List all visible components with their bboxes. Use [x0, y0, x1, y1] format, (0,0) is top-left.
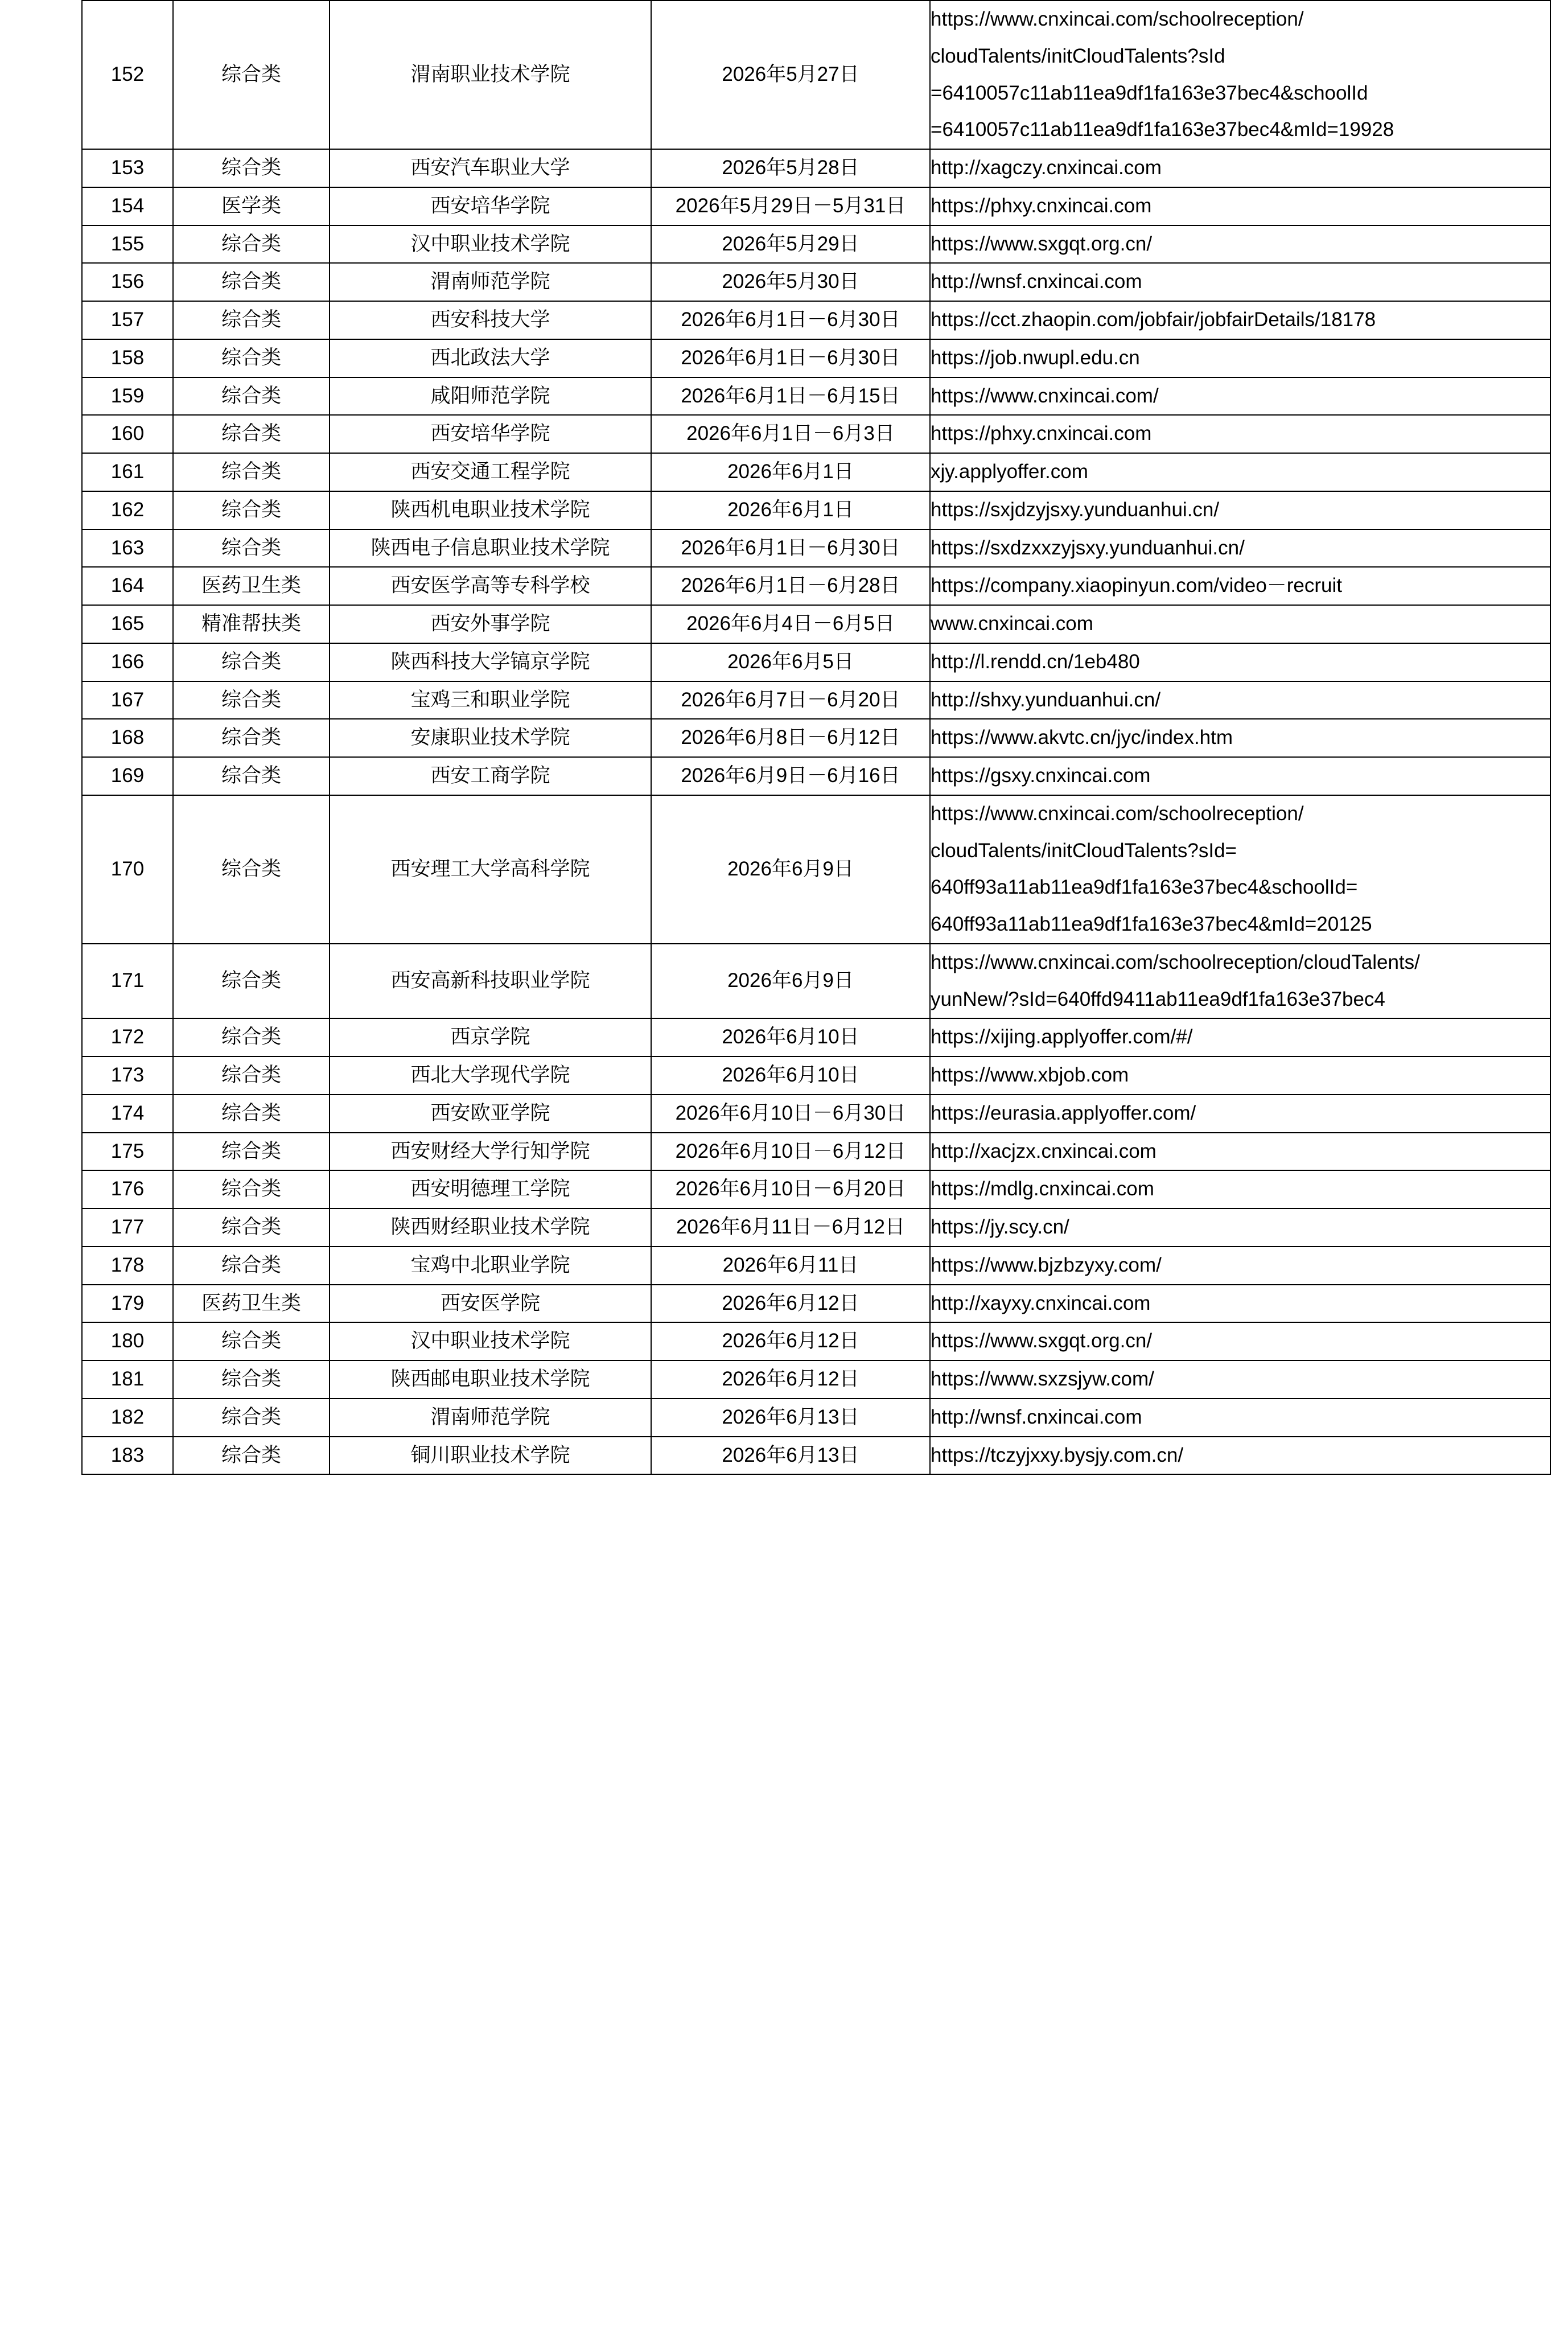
url-line[interactable]: https://www.cnxincai.com/schoolreception/: [931, 802, 1304, 825]
cell-date: 2026年6月4日－6月5日: [651, 605, 930, 643]
cell-url[interactable]: [930, 377, 1550, 416]
cell-date: 2026年6月10日－6月20日: [651, 1170, 930, 1208]
url-line[interactable]: yunNew/?sId=640ffd9411ab11ea9df1fa163e37bec4: [931, 988, 1385, 1010]
cell-school-name: 宝鸡中北职业学院: [330, 1247, 651, 1285]
cell-url[interactable]: [930, 643, 1550, 681]
cell-url[interactable]: [930, 1170, 1550, 1208]
table-body: [82, 1, 1550, 1474]
url-line[interactable]: https://xijing.applyoffer.com/#/: [931, 1026, 1193, 1048]
cell-url[interactable]: [930, 529, 1550, 568]
cell-index: 159: [82, 377, 173, 416]
cell-index: 160: [82, 415, 173, 453]
table-row: [82, 1133, 1550, 1171]
cell-school-name: 西京学院: [330, 1018, 651, 1056]
cell-date: 2026年6月10日－6月30日: [651, 1095, 930, 1133]
table-row: [82, 681, 1550, 719]
cell-date: 2026年6月9日: [651, 795, 930, 944]
cell-index: 181: [82, 1360, 173, 1399]
cell-url[interactable]: [930, 567, 1550, 605]
cell-index: 155: [82, 225, 173, 264]
table-row: [82, 757, 1550, 795]
table-row: [82, 1, 1550, 149]
cell-url[interactable]: [930, 225, 1550, 264]
cell-url[interactable]: [930, 301, 1550, 339]
table-row: [82, 567, 1550, 605]
cell-school-name: 咸阳师范学院: [330, 377, 651, 416]
cell-index: 152: [82, 1, 173, 149]
cell-index: 154: [82, 187, 173, 225]
cell-index: 165: [82, 605, 173, 643]
cell-date: 2026年6月9日－6月16日: [651, 757, 930, 795]
cell-category: 综合类: [173, 643, 330, 681]
cell-index: 169: [82, 757, 173, 795]
cell-date: 2026年6月1日－6月30日: [651, 529, 930, 568]
cell-school-name: 陕西邮电职业技术学院: [330, 1360, 651, 1399]
table-row: [82, 377, 1550, 416]
table-row: [82, 643, 1550, 681]
cell-url[interactable]: [930, 149, 1550, 187]
cell-school-name: 宝鸡三和职业学院: [330, 681, 651, 719]
url-line[interactable]: https://sxjdzyjsxy.yunduanhui.cn/: [931, 498, 1220, 521]
cell-date: 2026年5月28日: [651, 149, 930, 187]
cell-date: 2026年6月12日: [651, 1285, 930, 1323]
cell-index: 177: [82, 1208, 173, 1247]
cell-school-name: 陕西科技大学镐京学院: [330, 643, 651, 681]
table-row: [82, 1399, 1550, 1437]
table-row: [82, 1170, 1550, 1208]
table-row: [82, 1095, 1550, 1133]
table-row: [82, 795, 1550, 944]
cell-index: 173: [82, 1056, 173, 1095]
cell-date: 2026年6月1日－6月28日: [651, 567, 930, 605]
cell-school-name: 陕西财经职业技术学院: [330, 1208, 651, 1247]
cell-date: 2026年6月8日－6月12日: [651, 719, 930, 757]
cell-date: 2026年6月5日: [651, 643, 930, 681]
cell-category: 综合类: [173, 1170, 330, 1208]
table-row: [82, 1285, 1550, 1323]
cell-category: 综合类: [173, 757, 330, 795]
url-line[interactable]: https://cct.zhaopin.com/jobfair/jobfairDetails/18178: [931, 309, 1376, 331]
cell-category: 综合类: [173, 529, 330, 568]
cell-category: 综合类: [173, 1360, 330, 1399]
cell-date: 2026年6月13日: [651, 1437, 930, 1475]
cell-school-name: 西安医学院: [330, 1285, 651, 1323]
cell-date: 2026年6月1日－6月3日: [651, 415, 930, 453]
cell-index: 175: [82, 1133, 173, 1171]
cell-date: 2026年6月7日－6月20日: [651, 681, 930, 719]
cell-url[interactable]: [930, 1208, 1550, 1247]
cell-url[interactable]: [930, 339, 1550, 377]
cell-date: 2026年6月12日: [651, 1360, 930, 1399]
cell-category: 综合类: [173, 681, 330, 719]
cell-category: 综合类: [173, 415, 330, 453]
url-line[interactable]: http://xagczy.cnxincai.com: [931, 157, 1162, 179]
cell-school-name: 西安财经大学行知学院: [330, 1133, 651, 1171]
cell-date: 2026年6月1日: [651, 453, 930, 491]
cell-url[interactable]: [930, 1437, 1550, 1475]
table-row: [82, 1018, 1550, 1056]
cell-index: 162: [82, 491, 173, 529]
cell-school-name: 西安培华学院: [330, 415, 651, 453]
url-line[interactable]: https://www.cnxincai.com/: [931, 384, 1159, 407]
cell-url[interactable]: [930, 415, 1550, 453]
table-row: [82, 605, 1550, 643]
cell-url[interactable]: [930, 681, 1550, 719]
cell-index: 163: [82, 529, 173, 568]
cell-school-name: 陕西电子信息职业技术学院: [330, 529, 651, 568]
cell-category: 医药卫生类: [173, 567, 330, 605]
table-row: [82, 339, 1550, 377]
cell-date: 2026年6月10日: [651, 1018, 930, 1056]
url-line[interactable]: cloudTalents/initCloudTalents?sId: [931, 44, 1225, 67]
url-line[interactable]: http://wnsf.cnxincai.com: [931, 1405, 1142, 1428]
cell-date: 2026年6月10日－6月12日: [651, 1133, 930, 1171]
cell-category: 综合类: [173, 1056, 330, 1095]
cell-url[interactable]: [930, 944, 1550, 1019]
url-line[interactable]: https://eurasia.applyoffer.com/: [931, 1101, 1196, 1124]
cell-url[interactable]: [930, 1, 1550, 149]
cell-url[interactable]: [930, 1056, 1550, 1095]
cell-url[interactable]: [930, 795, 1550, 944]
cell-date: 2026年6月1日－6月30日: [651, 301, 930, 339]
cell-index: 179: [82, 1285, 173, 1323]
cell-category: 综合类: [173, 795, 330, 944]
url-line[interactable]: =6410057c11ab11ea9df1fa163e37bec4&mId=19928: [931, 118, 1394, 141]
cell-date: 2026年5月27日: [651, 1, 930, 149]
url-line[interactable]: https://mdlg.cnxincai.com: [931, 1178, 1154, 1200]
cell-index: 156: [82, 263, 173, 301]
cell-category: 医学类: [173, 187, 330, 225]
cell-date: 2026年6月1日: [651, 491, 930, 529]
table-row: [82, 1360, 1550, 1399]
url-line[interactable]: cloudTalents/initCloudTalents?sId=: [931, 839, 1237, 862]
cell-index: 172: [82, 1018, 173, 1056]
cell-school-name: 渭南师范学院: [330, 1399, 651, 1437]
cell-index: 164: [82, 567, 173, 605]
cell-url[interactable]: [930, 1399, 1550, 1437]
cell-category: 综合类: [173, 1095, 330, 1133]
cell-school-name: 西北大学现代学院: [330, 1056, 651, 1095]
table-row: [82, 263, 1550, 301]
cell-category: 综合类: [173, 453, 330, 491]
cell-school-name: 西安交通工程学院: [330, 453, 651, 491]
cell-category: 综合类: [173, 1, 330, 149]
cell-date: 2026年6月9日: [651, 944, 930, 1019]
cell-category: 综合类: [173, 263, 330, 301]
cell-school-name: 西安培华学院: [330, 187, 651, 225]
cell-category: 综合类: [173, 1247, 330, 1285]
table-row: [82, 529, 1550, 568]
table-row: [82, 415, 1550, 453]
url-line[interactable]: =6410057c11ab11ea9df1fa163e37bec4&schoolId: [931, 81, 1368, 104]
cell-date: 2026年5月29日－5月31日: [651, 187, 930, 225]
url-line[interactable]: xjy.applyoffer.com: [931, 460, 1088, 483]
cell-category: 综合类: [173, 1133, 330, 1171]
url-line[interactable]: https://tczyjxxy.bysjy.com.cn/: [931, 1444, 1184, 1466]
cell-index: 157: [82, 301, 173, 339]
cell-date: 2026年6月10日: [651, 1056, 930, 1095]
table-row: [82, 149, 1550, 187]
table-row: [82, 1437, 1550, 1475]
cell-category: 综合类: [173, 339, 330, 377]
cell-school-name: 西安科技大学: [330, 301, 651, 339]
url-line[interactable]: http://xacjzx.cnxincai.com: [931, 1140, 1157, 1162]
cell-index: 153: [82, 149, 173, 187]
cell-url[interactable]: [930, 453, 1550, 491]
url-line[interactable]: https://www.sxgqt.org.cn/: [931, 1330, 1153, 1352]
url-line[interactable]: http://shxy.yunduanhui.cn/: [931, 688, 1161, 711]
cell-category: 综合类: [173, 1437, 330, 1475]
cell-school-name: 安康职业技术学院: [330, 719, 651, 757]
url-line[interactable]: http://wnsf.cnxincai.com: [931, 270, 1142, 293]
cell-index: 170: [82, 795, 173, 944]
url-line[interactable]: https://www.cnxincai.com/schoolreception/: [931, 8, 1304, 30]
cell-index: 180: [82, 1322, 173, 1360]
cell-url[interactable]: [930, 491, 1550, 529]
table-row: [82, 491, 1550, 529]
cell-url[interactable]: [930, 1018, 1550, 1056]
cell-school-name: 西安外事学院: [330, 605, 651, 643]
cell-category: 综合类: [173, 491, 330, 529]
url-line[interactable]: https://www.sxzsjyw.com/: [931, 1368, 1154, 1390]
table-row: [82, 944, 1550, 1019]
cell-url[interactable]: [930, 1285, 1550, 1323]
job-fair-table: [81, 0, 1551, 1475]
cell-category: 综合类: [173, 944, 330, 1019]
cell-school-name: 西安工商学院: [330, 757, 651, 795]
cell-url[interactable]: [930, 1322, 1550, 1360]
url-line[interactable]: http://xayxy.cnxincai.com: [931, 1292, 1151, 1314]
table-row: [82, 1208, 1550, 1247]
cell-url[interactable]: [930, 1133, 1550, 1171]
cell-school-name: 西安高新科技职业学院: [330, 944, 651, 1019]
url-line[interactable]: http://l.rendd.cn/1eb480: [931, 650, 1140, 673]
cell-school-name: 汉中职业技术学院: [330, 225, 651, 264]
cell-category: 综合类: [173, 301, 330, 339]
url-line[interactable]: https://www.akvtc.cn/jyc/index.htm: [931, 726, 1233, 749]
cell-category: 医药卫生类: [173, 1285, 330, 1323]
table-row: [82, 187, 1550, 225]
cell-date: 2026年6月1日－6月30日: [651, 339, 930, 377]
cell-index: 161: [82, 453, 173, 491]
cell-category: 综合类: [173, 1322, 330, 1360]
cell-category: 综合类: [173, 1399, 330, 1437]
table-row: [82, 719, 1550, 757]
cell-school-name: 汉中职业技术学院: [330, 1322, 651, 1360]
cell-url[interactable]: [930, 605, 1550, 643]
table-row: [82, 301, 1550, 339]
cell-index: 183: [82, 1437, 173, 1475]
cell-index: 158: [82, 339, 173, 377]
cell-category: 精准帮扶类: [173, 605, 330, 643]
cell-url[interactable]: [930, 263, 1550, 301]
cell-category: 综合类: [173, 1018, 330, 1056]
cell-url[interactable]: [930, 1360, 1550, 1399]
url-line[interactable]: www.cnxincai.com: [931, 612, 1093, 635]
url-line[interactable]: https://jy.scy.cn/: [931, 1216, 1069, 1238]
cell-url[interactable]: [930, 719, 1550, 757]
cell-school-name: 西安医学高等专科学校: [330, 567, 651, 605]
cell-date: 2026年6月11日: [651, 1247, 930, 1285]
cell-url[interactable]: [930, 757, 1550, 795]
url-line[interactable]: https://job.nwupl.edu.cn: [931, 346, 1140, 369]
url-line[interactable]: https://www.xbjob.com: [931, 1064, 1129, 1086]
cell-index: 178: [82, 1247, 173, 1285]
cell-school-name: 渭南职业技术学院: [330, 1, 651, 149]
cell-school-name: 铜川职业技术学院: [330, 1437, 651, 1475]
cell-school-name: 西安汽车职业大学: [330, 149, 651, 187]
cell-date: 2026年6月1日－6月15日: [651, 377, 930, 416]
table-row: [82, 225, 1550, 264]
cell-index: 176: [82, 1170, 173, 1208]
cell-url[interactable]: [930, 187, 1550, 225]
url-line[interactable]: 640ff93a11ab11ea9df1fa163e37bec4&mId=20125: [931, 913, 1372, 935]
cell-school-name: 西安理工大学高科学院: [330, 795, 651, 944]
cell-url[interactable]: [930, 1247, 1550, 1285]
cell-index: 166: [82, 643, 173, 681]
cell-index: 171: [82, 944, 173, 1019]
cell-school-name: 西北政法大学: [330, 339, 651, 377]
cell-date: 2026年6月12日: [651, 1322, 930, 1360]
cell-index: 182: [82, 1399, 173, 1437]
url-line[interactable]: https://www.sxgqt.org.cn/: [931, 232, 1153, 255]
cell-category: 综合类: [173, 377, 330, 416]
cell-date: 2026年5月30日: [651, 263, 930, 301]
table-row: [82, 1056, 1550, 1095]
cell-category: 综合类: [173, 225, 330, 264]
cell-url[interactable]: [930, 1095, 1550, 1133]
table-row: [82, 1322, 1550, 1360]
cell-date: 2026年6月11日－6月12日: [651, 1208, 930, 1247]
table-row: [82, 453, 1550, 491]
cell-school-name: 陕西机电职业技术学院: [330, 491, 651, 529]
cell-date: 2026年6月13日: [651, 1399, 930, 1437]
cell-category: 综合类: [173, 719, 330, 757]
url-line[interactable]: https://sxdzxxzyjsxy.yunduanhui.cn/: [931, 536, 1245, 559]
url-line[interactable]: https://company.xiaopinyun.com/video－recruit: [931, 574, 1343, 597]
table-row: [82, 1247, 1550, 1285]
url-line[interactable]: https://www.bjzbzyxy.com/: [931, 1253, 1162, 1276]
cell-date: 2026年5月29日: [651, 225, 930, 264]
cell-school-name: 西安欧亚学院: [330, 1095, 651, 1133]
cell-index: 174: [82, 1095, 173, 1133]
cell-category: 综合类: [173, 1208, 330, 1247]
url-line[interactable]: https://phxy.cnxincai.com: [931, 422, 1152, 445]
url-line[interactable]: https://phxy.cnxincai.com: [931, 194, 1152, 217]
cell-school-name: 渭南师范学院: [330, 263, 651, 301]
url-line[interactable]: 640ff93a11ab11ea9df1fa163e37bec4&schoolId=: [931, 876, 1358, 899]
cell-index: 168: [82, 719, 173, 757]
cell-school-name: 西安明德理工学院: [330, 1170, 651, 1208]
url-line[interactable]: https://www.cnxincai.com/schoolreception/cloudTalents/: [931, 951, 1420, 973]
cell-index: 167: [82, 681, 173, 719]
url-line[interactable]: https://gsxy.cnxincai.com: [931, 764, 1151, 787]
cell-category: 综合类: [173, 149, 330, 187]
